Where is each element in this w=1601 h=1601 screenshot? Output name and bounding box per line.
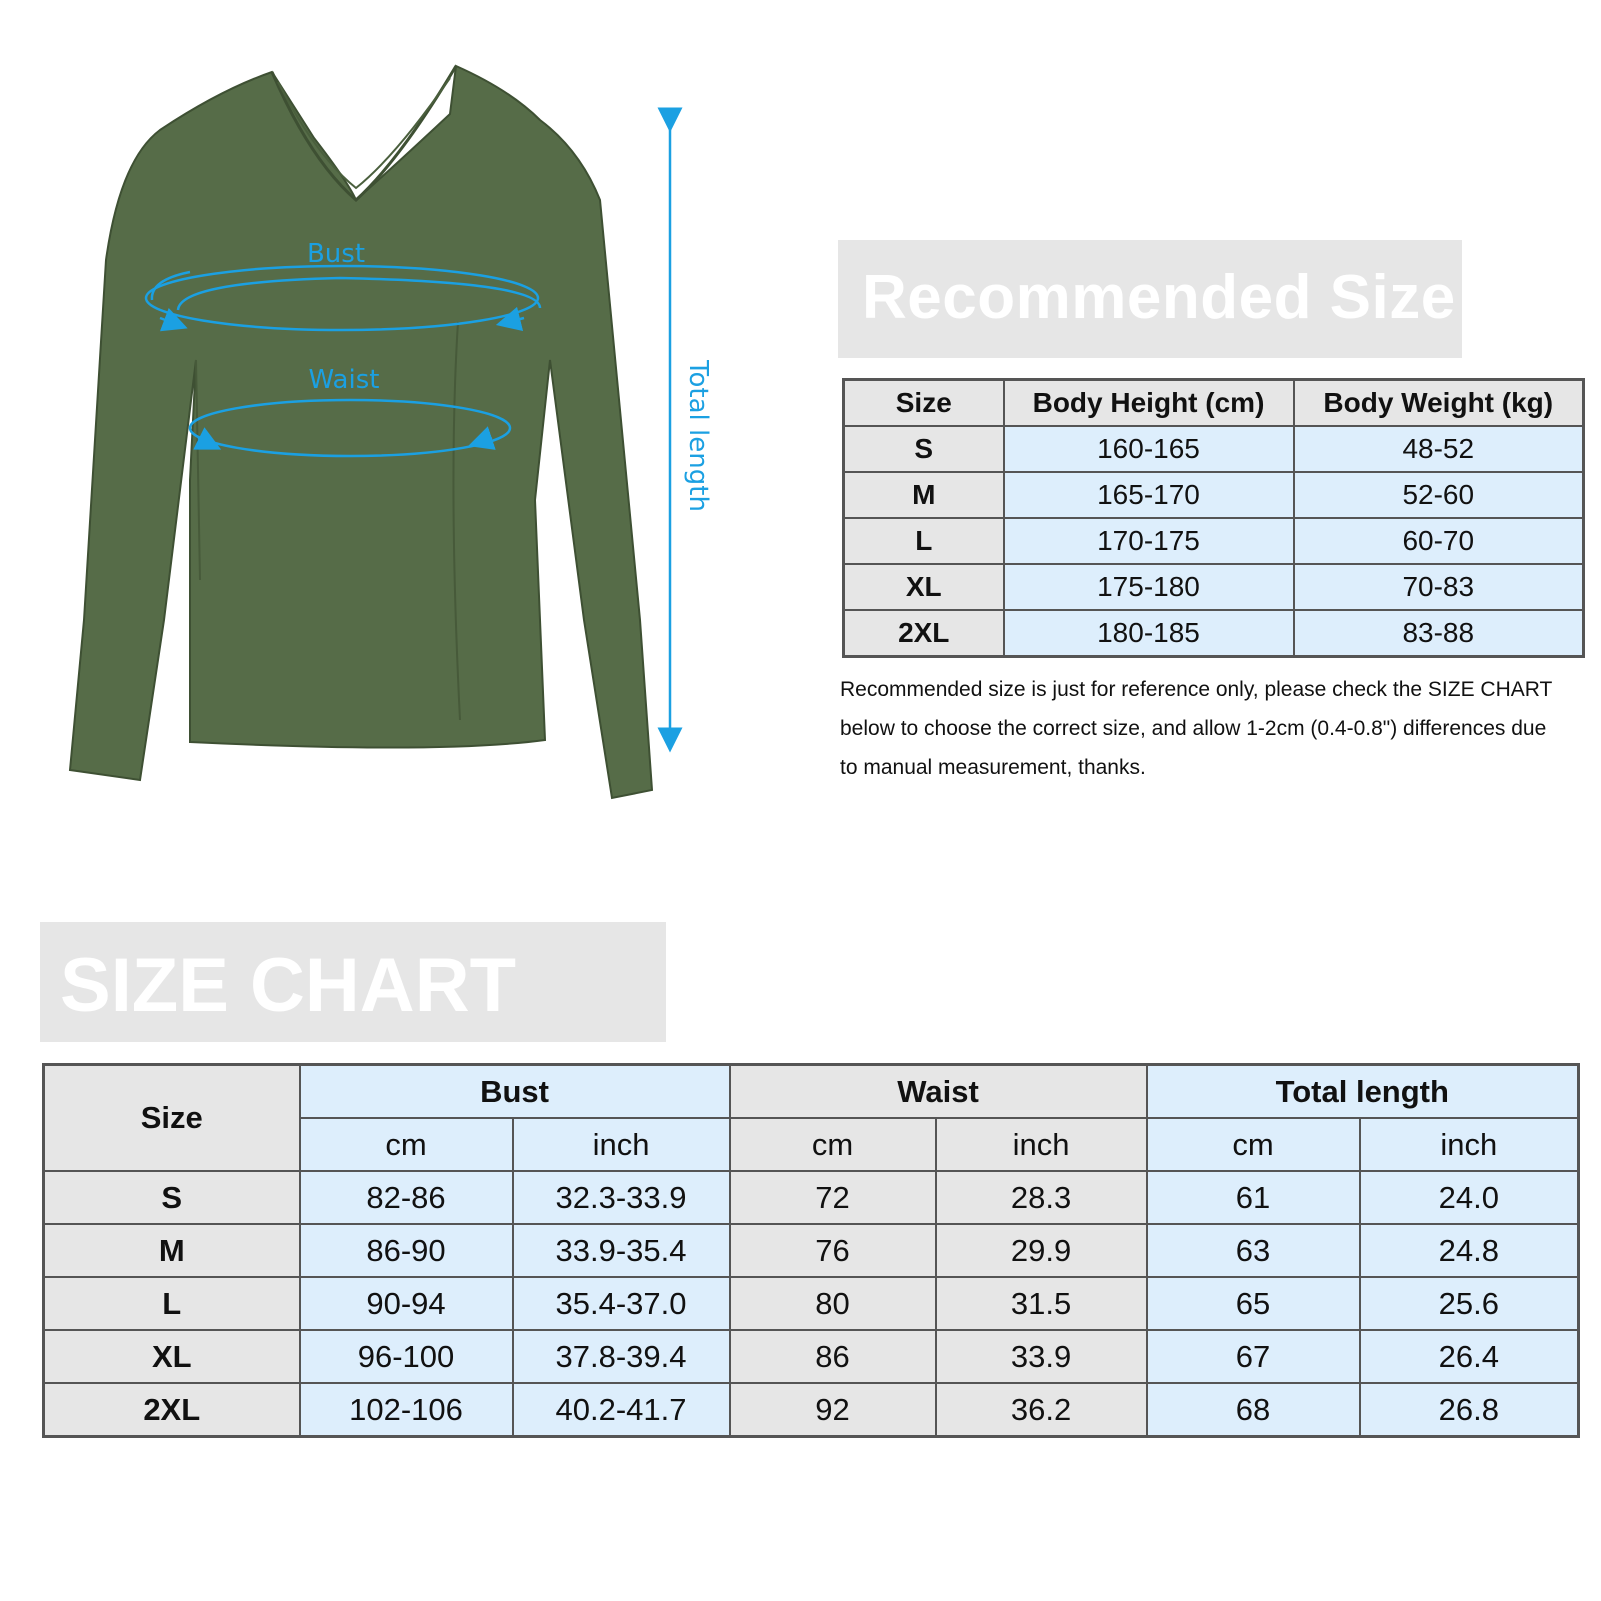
table-row	[44, 1383, 1579, 1437]
length-cm-cell: 65	[1147, 1277, 1360, 1330]
waist-inch-cell: 29.9	[936, 1224, 1147, 1277]
size-cell: M	[844, 472, 1004, 518]
weight-cell: 52-60	[1294, 472, 1584, 518]
length-cm-cell: 61	[1147, 1171, 1360, 1224]
shirt-shape	[70, 66, 652, 798]
weight-cell: 83-88	[1294, 610, 1584, 657]
waist-cm-cell: 80	[730, 1277, 936, 1330]
table-row	[44, 1277, 1579, 1330]
table-row	[44, 1171, 1579, 1224]
unit-header: cm	[300, 1118, 513, 1171]
size-cell: M	[44, 1224, 300, 1277]
size-cell: S	[44, 1171, 300, 1224]
size-cell: S	[844, 426, 1004, 472]
table-row	[844, 518, 1584, 564]
shirt-illustration	[40, 60, 740, 840]
unit-header: cm	[1147, 1118, 1360, 1171]
size-chart-heading: SIZE CHART	[40, 922, 666, 1042]
waist-inch-cell: 28.3	[936, 1171, 1147, 1224]
bust-inch-cell: 37.8-39.4	[513, 1330, 730, 1383]
recommended-size-heading: Recommended Size	[838, 240, 1462, 358]
length-cm-cell: 67	[1147, 1330, 1360, 1383]
bust-cm-cell: 82-86	[300, 1171, 513, 1224]
size-cell: XL	[44, 1330, 300, 1383]
waist-inch-cell: 33.9	[936, 1330, 1147, 1383]
height-cell: 170-175	[1004, 518, 1294, 564]
table-row	[844, 426, 1584, 472]
total-length-label: Total length	[683, 360, 713, 512]
recommended-header-row	[844, 380, 1584, 427]
size-note: Recommended size is just for reference only, please check the SIZE CHART below to choose the correct size, and allow 1-2cm (0.4-0.8") differences due to manual measurement, thanks.	[840, 678, 1552, 779]
height-cell: 165-170	[1004, 472, 1294, 518]
waist-cm-cell: 76	[730, 1224, 936, 1277]
waist-cm-cell: 92	[730, 1383, 936, 1437]
length-cm-cell: 68	[1147, 1383, 1360, 1437]
weight-cell: 70-83	[1294, 564, 1584, 610]
weight-cell: 48-52	[1294, 426, 1584, 472]
height-cell: 180-185	[1004, 610, 1294, 657]
height-cell: 175-180	[1004, 564, 1294, 610]
size-cell: 2XL	[44, 1383, 300, 1437]
bust-inch-cell: 35.4-37.0	[513, 1277, 730, 1330]
bust-cm-cell: 90-94	[300, 1277, 513, 1330]
table-row	[844, 610, 1584, 657]
unit-header: inch	[513, 1118, 730, 1171]
length-inch-cell: 24.8	[1360, 1224, 1579, 1277]
table-row	[844, 564, 1584, 610]
rec-header-size: Size	[844, 380, 1004, 427]
height-cell: 160-165	[1004, 426, 1294, 472]
group-header-total-length: Total length	[1147, 1065, 1579, 1119]
length-inch-cell: 25.6	[1360, 1277, 1579, 1330]
bust-cm-cell: 102-106	[300, 1383, 513, 1437]
bust-inch-cell: 40.2-41.7	[513, 1383, 730, 1437]
bust-cm-cell: 96-100	[300, 1330, 513, 1383]
group-header-waist: Waist	[730, 1065, 1147, 1119]
rec-header-height: Body Height (cm)	[1004, 380, 1294, 427]
bust-cm-cell: 86-90	[300, 1224, 513, 1277]
size-cell: L	[844, 518, 1004, 564]
group-header-bust: Bust	[300, 1065, 730, 1119]
size-cell: 2XL	[844, 610, 1004, 657]
bust-inch-cell: 32.3-33.9	[513, 1171, 730, 1224]
length-inch-cell: 26.8	[1360, 1383, 1579, 1437]
size-chart-header-size: Size	[44, 1065, 300, 1172]
bust-label: Bust	[306, 239, 366, 269]
waist-inch-cell: 36.2	[936, 1383, 1147, 1437]
table-row	[844, 472, 1584, 518]
group-header-row	[44, 1065, 1579, 1119]
unit-header: inch	[1360, 1118, 1579, 1171]
rec-header-weight: Body Weight (kg)	[1294, 380, 1584, 427]
weight-cell: 60-70	[1294, 518, 1584, 564]
recommended-size-table	[842, 378, 1585, 658]
bust-inch-cell: 33.9-35.4	[513, 1224, 730, 1277]
unit-header: inch	[936, 1118, 1147, 1171]
size-cell: L	[44, 1277, 300, 1330]
table-row	[44, 1224, 1579, 1277]
shirt-diagram	[40, 60, 740, 840]
length-cm-cell: 63	[1147, 1224, 1360, 1277]
length-inch-cell: 24.0	[1360, 1171, 1579, 1224]
size-chart-table	[42, 1063, 1580, 1438]
waist-cm-cell: 86	[730, 1330, 936, 1383]
waist-label: Waist	[308, 365, 380, 395]
length-inch-cell: 26.4	[1360, 1330, 1579, 1383]
unit-header: cm	[730, 1118, 936, 1171]
waist-inch-cell: 31.5	[936, 1277, 1147, 1330]
size-cell: XL	[844, 564, 1004, 610]
waist-cm-cell: 72	[730, 1171, 936, 1224]
table-row	[44, 1330, 1579, 1383]
